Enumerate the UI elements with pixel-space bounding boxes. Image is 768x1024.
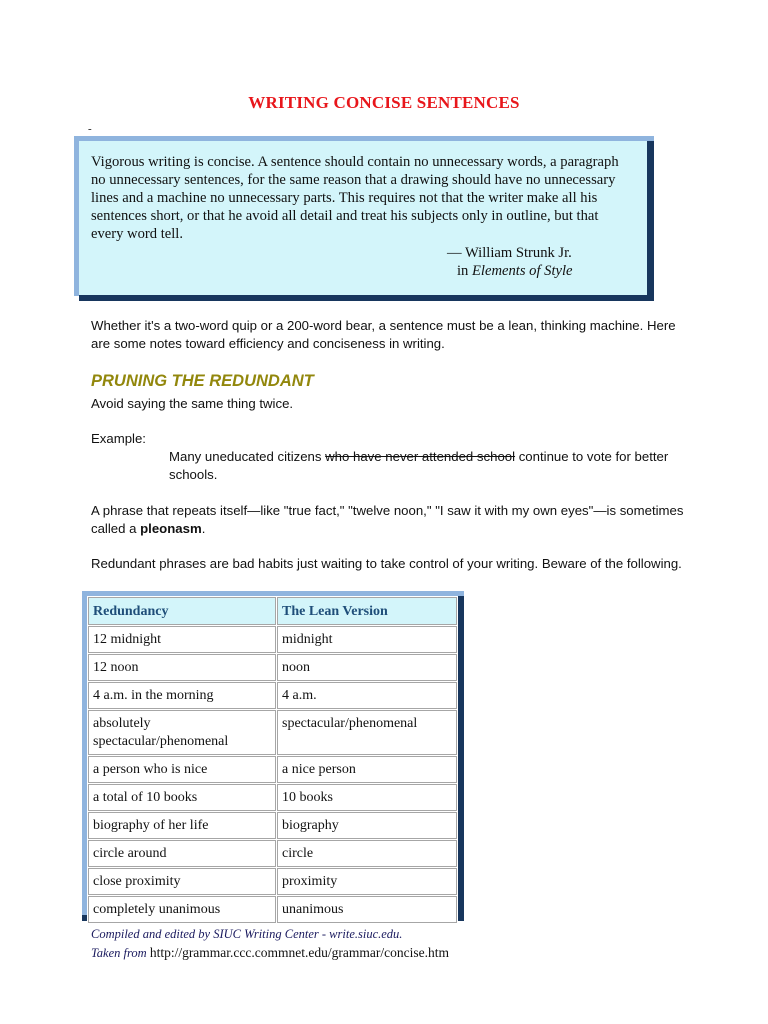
lean-cell: circle — [277, 840, 457, 867]
redundancy-cell: biography of her life — [88, 812, 276, 839]
redundancy-cell: 12 midnight — [88, 626, 276, 653]
taken-from-label: Taken from — [91, 946, 150, 960]
lean-cell: spectacular/phenomenal — [277, 710, 457, 755]
lean-cell: 4 a.m. — [277, 682, 457, 709]
table-row — [88, 626, 457, 653]
table-row — [88, 840, 457, 867]
header-redundancy: Redundancy — [88, 597, 276, 625]
redundancy-cell: 12 noon — [88, 654, 276, 681]
avoid-text: Avoid saying the same thing twice. — [91, 396, 294, 411]
section-heading: PRUNING THE REDUNDANT — [91, 372, 314, 390]
table-row — [88, 868, 457, 895]
redundancy-cell: close proximity — [88, 868, 276, 895]
table-header-row — [88, 597, 457, 625]
example-after: continue to vote for better schools. — [169, 449, 669, 482]
table-row — [88, 682, 457, 709]
example-struck-phrase: who have never attended school — [325, 449, 516, 464]
table-row — [88, 654, 457, 681]
redundancy-cell: 4 a.m. in the morning — [88, 682, 276, 709]
document-title: WRITING CONCISE SENTENCES — [248, 93, 520, 112]
redundancy-cell: a total of 10 books — [88, 784, 276, 811]
lean-cell: 10 books — [277, 784, 457, 811]
redundancy-cell: absolutely spectacular/phenomenal — [88, 710, 276, 755]
source-credit — [91, 945, 449, 961]
redundancy-cell: circle around — [88, 840, 276, 867]
pleonasm-before: A phrase that repeats itself—like "true fact," "twelve noon," "I saw it with my own eyes"—is sometimes called a — [91, 503, 684, 536]
source-url[interactable]: http://grammar.ccc.commnet.edu/grammar/concise.htm — [149, 945, 449, 960]
table-row — [88, 756, 457, 783]
intro-paragraph: Whether it's a two-word quip or a 200-word bear, a sentence must be a lean, thinking machine. Here are some notes toward efficiency and conciseness in writing. — [91, 318, 676, 351]
quote-book-title: Elements of Style — [472, 263, 573, 279]
stray-dash: - — [88, 123, 92, 135]
pleonasm-term: pleonasm — [140, 520, 202, 536]
quote-in-label: in — [457, 263, 472, 279]
quote-text: Vigorous writing is concise. A sentence should contain no unnecessary words, a paragraph no unnecessary sentences, for the same reason that a drawing should have no unnecessary lines and a machine no unnecessary parts. This requires not that the writer make all his sentences short, or that he avoid all detail and treat his subjects only in outline, but that every word tell. — [91, 154, 619, 242]
example-label: Example: — [91, 431, 146, 446]
pleonasm-after: . — [201, 520, 206, 536]
example-sentence — [169, 448, 669, 483]
lean-cell: biography — [277, 812, 457, 839]
redundancy-cell: a person who is nice — [88, 756, 276, 783]
redundancy-table — [87, 596, 458, 924]
table-row — [88, 784, 457, 811]
quote-source — [457, 263, 573, 280]
redundancy-cell: completely unanimous — [88, 896, 276, 923]
table-row — [88, 710, 457, 755]
lean-cell: unanimous — [277, 896, 457, 923]
quote-author: — William Strunk Jr. — [447, 245, 572, 261]
table-row — [88, 896, 457, 923]
redundant-paragraph: Redundant phrases are bad habits just waiting to take control of your writing. Beware of the following. — [91, 556, 682, 571]
compiled-credit: Compiled and edited by SIUC Writing Center - write.siuc.edu. — [91, 927, 403, 941]
header-lean-version: The Lean Version — [277, 597, 457, 625]
table-frame-right — [458, 596, 464, 921]
example-before: Many uneducated citizens — [169, 449, 326, 464]
pleonasm-paragraph — [91, 502, 691, 537]
lean-cell: midnight — [277, 626, 457, 653]
lean-cell: proximity — [277, 868, 457, 895]
table-row — [88, 812, 457, 839]
lean-cell: a nice person — [277, 756, 457, 783]
lean-cell: noon — [277, 654, 457, 681]
